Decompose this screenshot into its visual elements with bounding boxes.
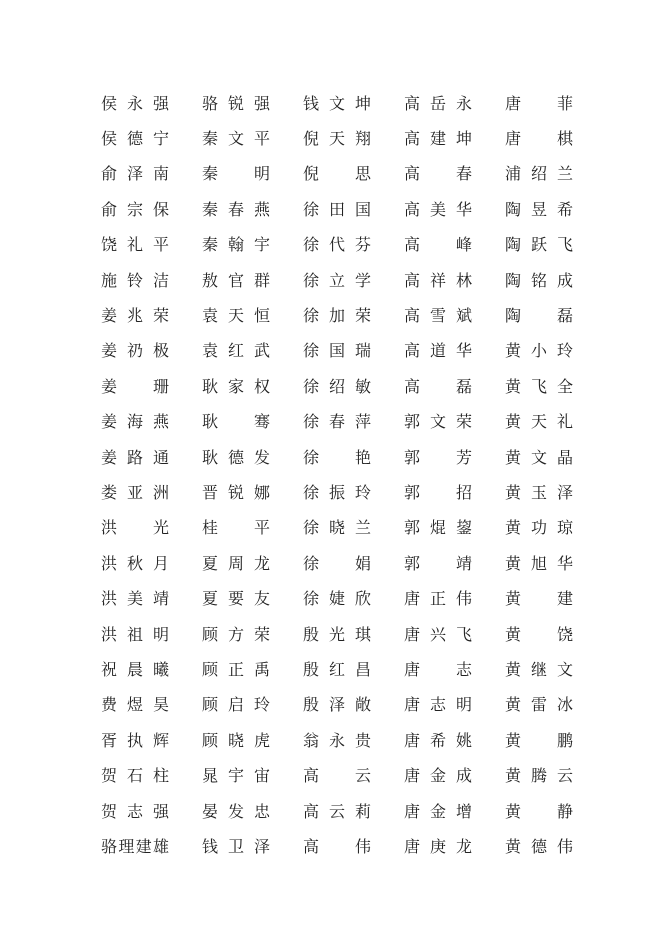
name-entry: 耿 家 权 xyxy=(202,376,271,396)
name-entry: 徐 田 国 xyxy=(303,199,372,219)
name-entry: 黄 德 伟 xyxy=(505,836,574,856)
name-entry: 徐 春 萍 xyxy=(303,412,372,432)
name-entry: 黄 腾 云 xyxy=(505,766,574,786)
name-entry: 郭 文 荣 xyxy=(404,412,473,432)
name-entry: 殷 光 琪 xyxy=(303,624,372,644)
name-entry: 黄 继 文 xyxy=(505,659,574,679)
name-entry: 俞 泽 南 xyxy=(101,164,170,184)
name-entry: 徐 晓 兰 xyxy=(303,518,372,538)
name-entry: 徐 加 荣 xyxy=(303,306,372,326)
name-entry: 侯 永 强 xyxy=(101,93,170,113)
name-entry: 祝 晨 曦 xyxy=(101,659,170,679)
name-entry: 晋 锐 娜 xyxy=(202,482,271,502)
name-entry: 洪 美 靖 xyxy=(101,589,170,609)
name-entry: 黄 静 xyxy=(505,801,574,821)
name-entry: 高 伟 xyxy=(303,836,372,856)
name-entry: 徐 艳 xyxy=(303,447,372,467)
name-entry: 娄 亚 洲 xyxy=(101,482,170,502)
name-entry: 秦 文 平 xyxy=(202,129,271,149)
name-entry: 高 云 莉 xyxy=(303,801,372,821)
name-entry: 高 岳 永 xyxy=(404,93,473,113)
name-entry: 徐 国 瑞 xyxy=(303,341,372,361)
name-entry: 唐 菲 xyxy=(505,93,574,113)
name-entry: 高 云 xyxy=(303,766,372,786)
name-entry: 唐 希 姚 xyxy=(404,730,473,750)
name-entry: 姜 礽 极 xyxy=(101,341,170,361)
name-entry: 徐 婕 欣 xyxy=(303,589,372,609)
name-entry: 唐 志 xyxy=(404,659,473,679)
name-entry: 翁 永 贵 xyxy=(303,730,372,750)
name-entry: 高 道 华 xyxy=(404,341,473,361)
name-entry: 饶 礼 平 xyxy=(101,235,170,255)
name-entry: 夏 周 龙 xyxy=(202,553,271,573)
name-entry: 陶 昱 希 xyxy=(505,199,574,219)
name-entry: 费 煜 昊 xyxy=(101,695,170,715)
name-entry: 陶 跃 飞 xyxy=(505,235,574,255)
name-entry: 骆 锐 强 xyxy=(202,93,271,113)
name-entry: 钱 文 坤 xyxy=(303,93,372,113)
name-entry: 黄 小 玲 xyxy=(505,341,574,361)
name-entry: 黄 玉 泽 xyxy=(505,482,574,502)
name-column-3 xyxy=(303,86,371,865)
name-entry: 袁 红 武 xyxy=(202,341,271,361)
name-entry: 黄 功 琼 xyxy=(505,518,574,538)
name-entry: 倪 思 xyxy=(303,164,372,184)
name-entry: 袁 天 恒 xyxy=(202,306,271,326)
name-entry: 高 祥 林 xyxy=(404,270,473,290)
name-entry: 秦 春 燕 xyxy=(202,199,271,219)
name-entry: 耿 德 发 xyxy=(202,447,271,467)
name-entry: 郭 焜 鋆 xyxy=(404,518,473,538)
name-entry: 陶 铭 成 xyxy=(505,270,574,290)
name-entry: 郭 靖 xyxy=(404,553,473,573)
name-entry: 耿 骞 xyxy=(202,412,271,432)
name-entry: 高 峰 xyxy=(404,235,473,255)
name-entry: 高 建 坤 xyxy=(404,129,473,149)
name-entry: 晏 发 忠 xyxy=(202,801,271,821)
name-entry: 高 美 华 xyxy=(404,199,473,219)
name-entry: 顾 方 荣 xyxy=(202,624,271,644)
name-entry: 浦 绍 兰 xyxy=(505,164,574,184)
name-entry: 胥 执 辉 xyxy=(101,730,170,750)
name-entry: 俞 宗 保 xyxy=(101,199,170,219)
name-entry: 顾 正 禹 xyxy=(202,659,271,679)
name-entry: 徐 代 芬 xyxy=(303,235,372,255)
name-entry: 徐 绍 敏 xyxy=(303,376,372,396)
name-entry: 姜 海 燕 xyxy=(101,412,170,432)
name-entry: 施 铃 洁 xyxy=(101,270,170,290)
name-column-5 xyxy=(505,86,573,865)
name-entry: 桂 平 xyxy=(202,518,271,538)
name-entry: 贺 志 强 xyxy=(101,801,170,821)
name-entry: 顾 晓 虎 xyxy=(202,730,271,750)
name-entry: 徐 立 学 xyxy=(303,270,372,290)
name-entry: 黄 雷 冰 xyxy=(505,695,574,715)
name-entry: 唐 兴 飞 xyxy=(404,624,473,644)
name-entry: 唐 棋 xyxy=(505,129,574,149)
name-entry: 唐 庚 龙 xyxy=(404,836,473,856)
name-entry: 贺 石 柱 xyxy=(101,766,170,786)
name-entry: 黄 饶 xyxy=(505,624,574,644)
name-column-1 xyxy=(101,86,169,865)
name-entry: 高 雪 斌 xyxy=(404,306,473,326)
name-entry: 殷 红 昌 xyxy=(303,659,372,679)
name-entry: 高 春 xyxy=(404,164,473,184)
name-entry: 唐 金 增 xyxy=(404,801,473,821)
name-entry: 倪 天 翔 xyxy=(303,129,372,149)
name-entry: 高 磊 xyxy=(404,376,473,396)
name-column-2 xyxy=(202,86,270,865)
name-entry: 姜 路 通 xyxy=(101,447,170,467)
name-entry: 黄 旭 华 xyxy=(505,553,574,573)
name-entry: 郭 招 xyxy=(404,482,473,502)
name-entry: 郭 芳 xyxy=(404,447,473,467)
name-entry: 唐 正 伟 xyxy=(404,589,473,609)
name-entry: 顾 启 玲 xyxy=(202,695,271,715)
name-entry: 洪 秋 月 xyxy=(101,553,170,573)
name-entry: 姜 兆 荣 xyxy=(101,306,170,326)
name-entry: 洪 光 xyxy=(101,518,170,538)
name-entry: 姜 珊 xyxy=(101,376,170,396)
name-entry: 黄 飞 全 xyxy=(505,376,574,396)
name-entry: 徐 娟 xyxy=(303,553,372,573)
name-entry: 徐 振 玲 xyxy=(303,482,372,502)
name-entry: 敖 官 群 xyxy=(202,270,271,290)
name-entry: 黄 鹏 xyxy=(505,730,574,750)
name-entry: 秦 翰 宇 xyxy=(202,235,271,255)
name-entry: 殷 泽 敞 xyxy=(303,695,372,715)
name-entry: 夏 要 友 xyxy=(202,589,271,609)
name-entry: 洪 祖 明 xyxy=(101,624,170,644)
name-entry: 唐 志 明 xyxy=(404,695,473,715)
name-entry: 钱 卫 泽 xyxy=(202,836,271,856)
name-entry: 侯 德 宁 xyxy=(101,129,170,149)
name-entry: 黄 建 xyxy=(505,589,574,609)
name-entry: 秦 明 xyxy=(202,164,271,184)
name-entry: 唐 金 成 xyxy=(404,766,473,786)
name-column-4 xyxy=(404,86,472,865)
name-entry: 黄 天 礼 xyxy=(505,412,574,432)
name-entry: 陶 磊 xyxy=(505,306,574,326)
name-entry: 黄 文 晶 xyxy=(505,447,574,467)
name-entry: 骆 理 建 雄 xyxy=(101,836,169,856)
name-entry: 晁 宇 宙 xyxy=(202,766,271,786)
